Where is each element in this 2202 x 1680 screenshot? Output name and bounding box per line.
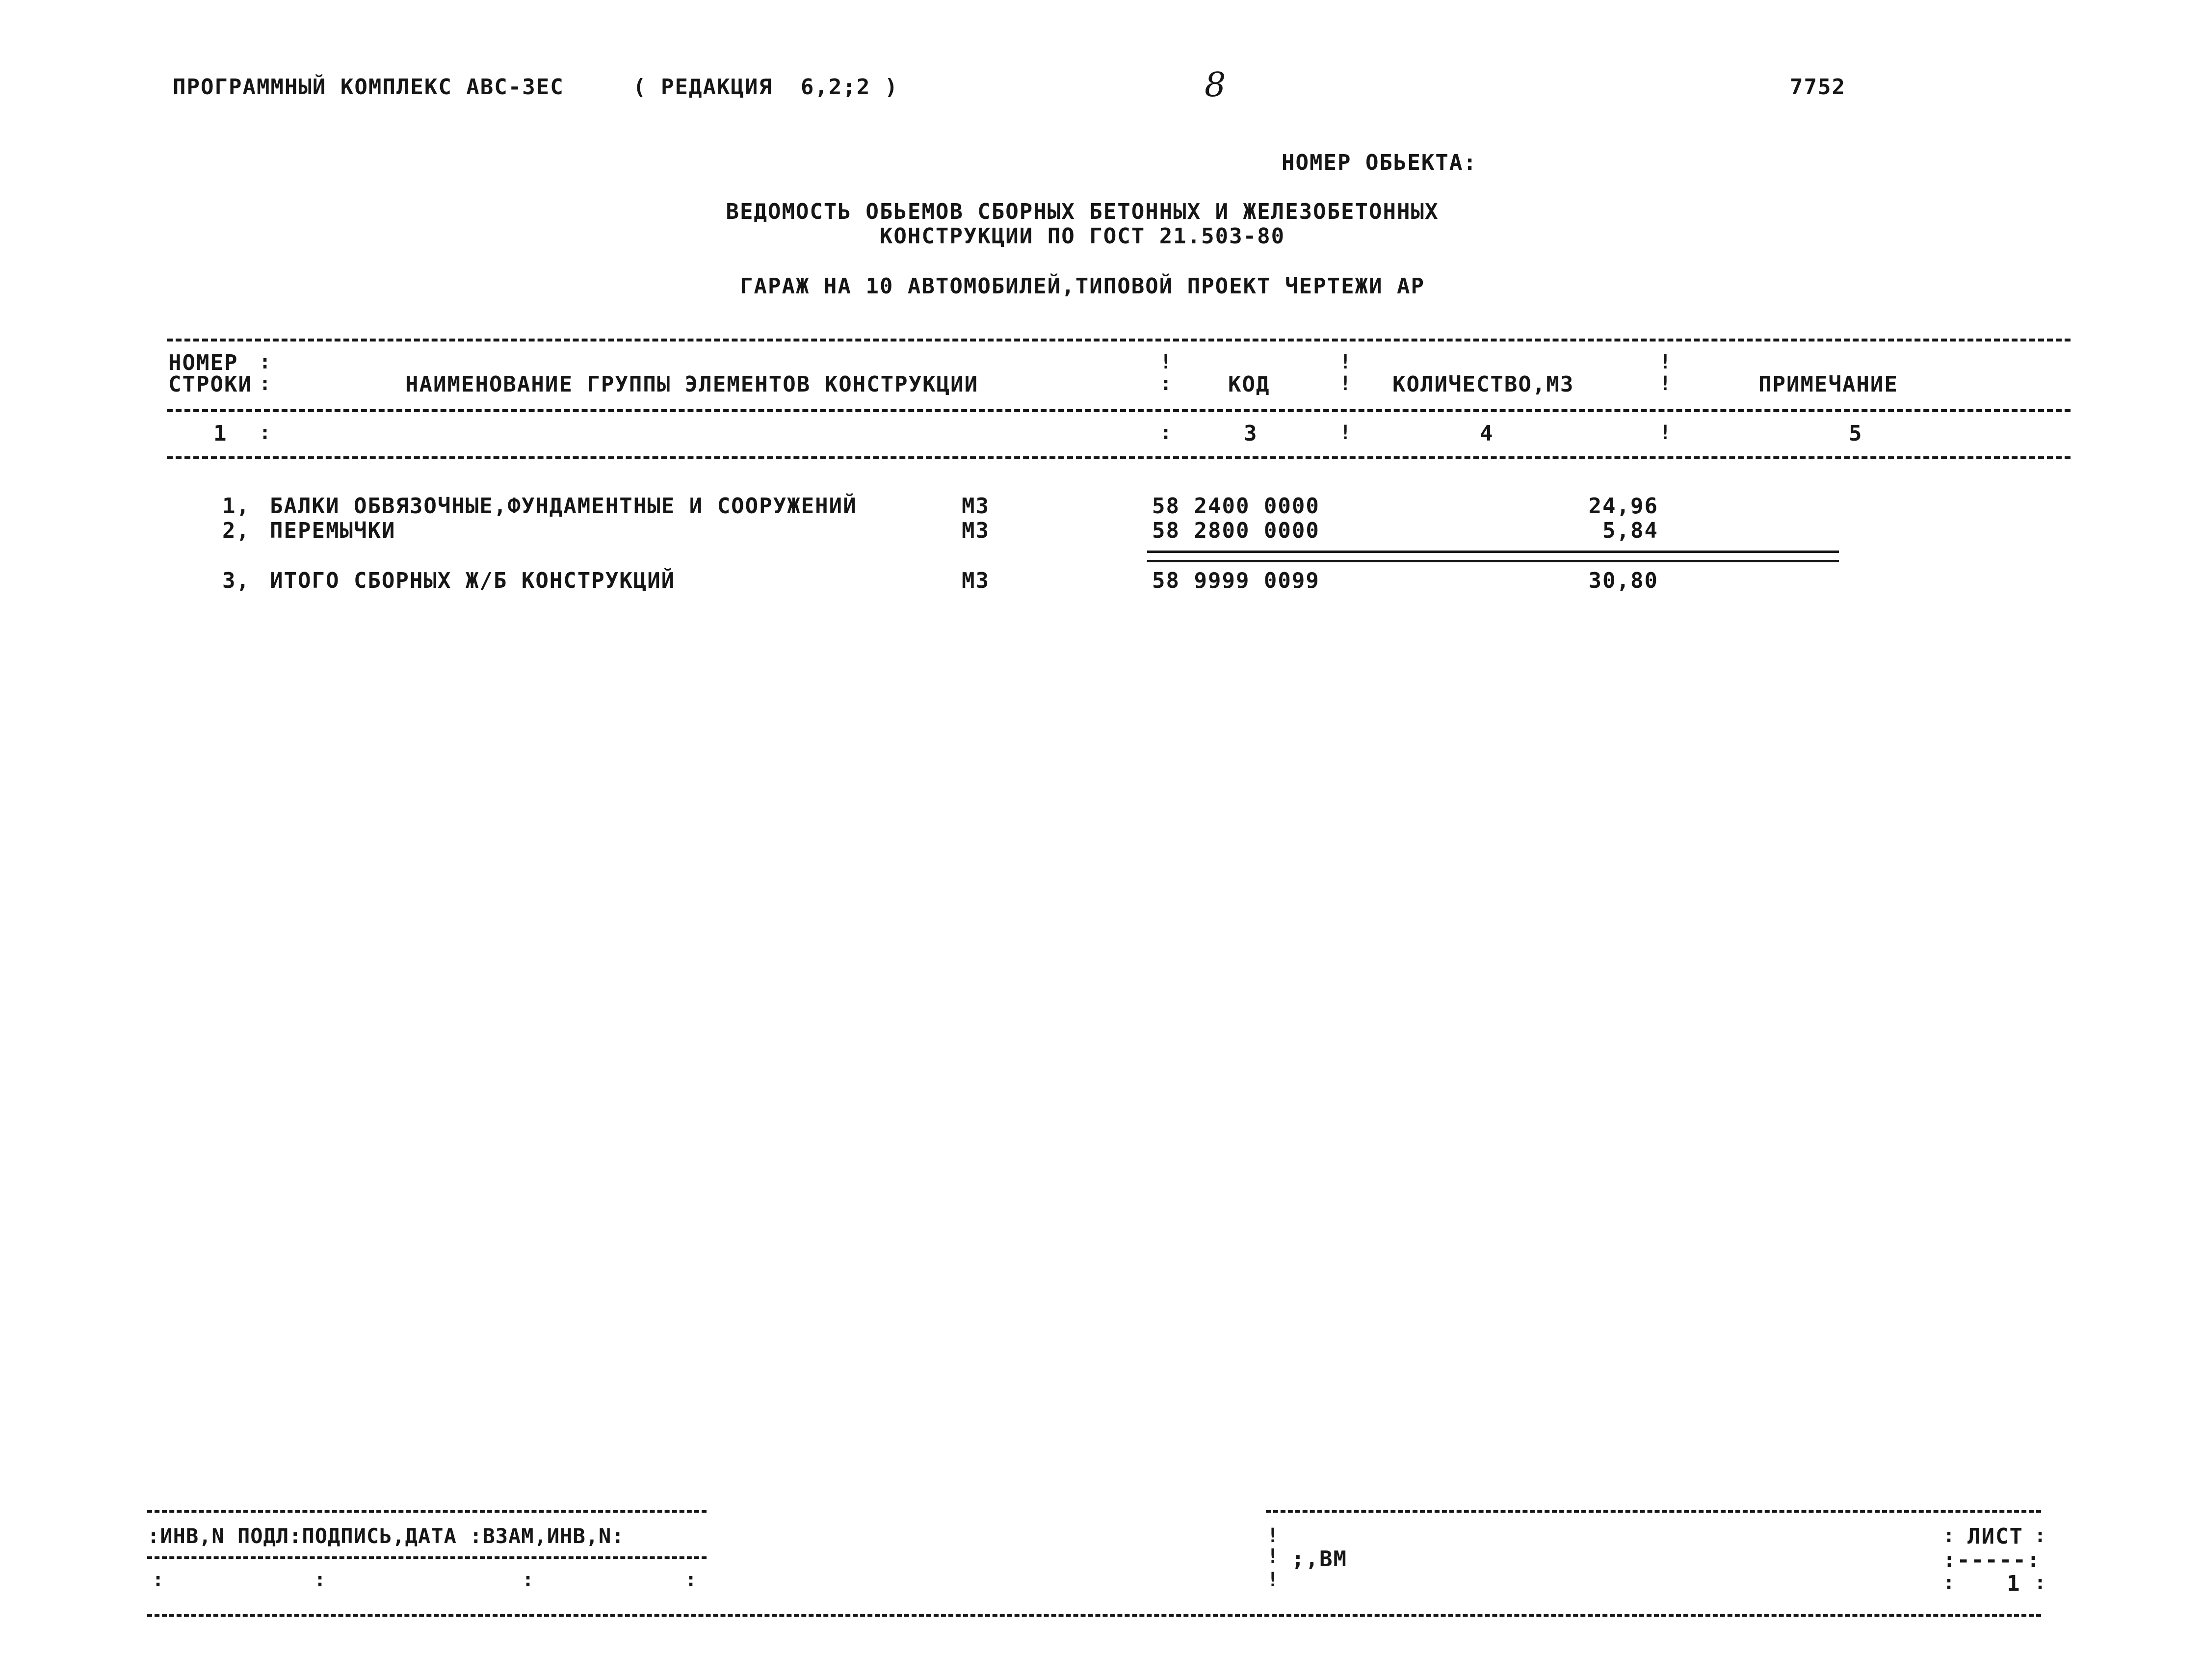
column-separator: !	[1267, 1545, 1280, 1568]
row-code: 58 2400 0000	[1152, 494, 1320, 519]
column-number: 5	[1849, 421, 1863, 446]
header-name: НАИМЕНОВАНИЕ ГРУППЫ ЭЛЕМЕНТОВ КОНСТРУКЦИИ	[405, 372, 979, 397]
column-separator: :	[1943, 1572, 1956, 1594]
row-code: 58 2800 0000	[1152, 518, 1320, 543]
row-number: 1,	[222, 494, 250, 519]
column-separator: !	[1659, 372, 1673, 395]
column-separator: :	[685, 1569, 698, 1591]
column-separator: !	[1160, 351, 1173, 373]
row-number: 3,	[222, 568, 250, 593]
sheet-number: 1	[2007, 1571, 2021, 1596]
row-unit: М3	[962, 518, 990, 543]
header-note: ПРИМЕЧАНИЕ	[1758, 372, 1898, 397]
stamp-middle-text: ;,ВМ	[1291, 1547, 1347, 1572]
sheet-label: ЛИСТ	[1967, 1524, 2023, 1549]
column-separator: !	[1339, 421, 1353, 444]
document-code: 7752	[1790, 75, 1846, 100]
column-separator: !	[1659, 351, 1673, 373]
program-edition: ( РЕДАКЦИЯ 6,2;2 )	[633, 75, 899, 100]
header-row-number-line1: НОМЕР	[168, 350, 238, 375]
stamp-left-header: :ИНВ,N ПОДЛ:ПОДПИСЬ,ДАТА :ВЗАМ,ИНВ,N:	[147, 1524, 625, 1548]
row-name: БАЛКИ ОБВЯЗОЧНЫЕ,ФУНДАМЕНТНЫЕ И СООРУЖЕНИЙ	[270, 494, 857, 519]
header-divider-rule	[167, 409, 2071, 412]
row-quantity: 24,96	[1588, 494, 1658, 519]
handwritten-page-mark: 8	[1205, 66, 1227, 105]
row-name: ПЕРЕМЫЧКИ	[270, 518, 396, 543]
row-name: ИТОГО СБОРНЫХ Ж/Б КОНСТРУКЦИЙ	[270, 568, 676, 593]
stamp-right-top-rule	[1266, 1510, 2041, 1513]
header-quantity: КОЛИЧЕСТВО,М3	[1392, 372, 1574, 397]
document-title-line1: ВЕДОМОСТЬ ОБЬЕМОВ СБОРНЫХ БЕТОННЫХ И ЖЕЛЕЗОБЕТОННЫХ	[726, 199, 1439, 224]
row-code: 58 9999 0099	[1152, 568, 1320, 593]
column-separator: :	[2034, 1524, 2047, 1547]
column-separator: !	[1339, 351, 1353, 373]
total-separator-rule	[1147, 551, 1839, 562]
document-subtitle: ГАРАЖ НА 10 АВТОМОБИЛЕЙ,ТИПОВОЙ ПРОЕКТ ЧЕРТЕЖИ АР	[739, 274, 1425, 299]
sheet-divider: :-----:	[1943, 1548, 2041, 1573]
column-separator: :	[152, 1569, 165, 1591]
column-separator: !	[1659, 421, 1673, 444]
header-row-number-line2: СТРОКИ	[168, 372, 252, 397]
program-name: ПРОГРАММНЫЙ КОМПЛЕКС АВС-ЗЕС	[173, 75, 564, 100]
stamp-left-mid-rule	[147, 1556, 707, 1559]
object-number-label: НОМЕР ОБЬЕКТА:	[1282, 150, 1477, 175]
column-numbers-rule	[167, 456, 2071, 459]
column-separator: !	[1339, 372, 1353, 395]
column-separator: :	[1160, 421, 1173, 444]
column-number: 1	[213, 421, 228, 446]
stamp-left-top-rule	[147, 1510, 707, 1513]
column-separator: :	[522, 1569, 535, 1591]
table-top-rule	[167, 339, 2071, 341]
column-separator: :	[259, 421, 272, 444]
column-separator: :	[1160, 372, 1173, 395]
column-separator: :	[314, 1569, 327, 1591]
column-separator: !	[1267, 1524, 1280, 1547]
column-separator: :	[259, 351, 272, 373]
column-separator: :	[1943, 1524, 1956, 1547]
column-separator: :	[2034, 1572, 2047, 1594]
document-title-line2: КОНСТРУКЦИИ ПО ГОСТ 21.503-80	[879, 224, 1285, 249]
stamp-bottom-rule	[147, 1614, 2041, 1617]
column-separator: !	[1267, 1569, 1280, 1591]
row-unit: М3	[962, 568, 990, 593]
header-code: КОД	[1228, 372, 1270, 397]
column-number: 4	[1480, 421, 1494, 446]
row-unit: М3	[962, 494, 990, 519]
row-quantity: 30,80	[1588, 568, 1658, 593]
row-quantity: 5,84	[1602, 518, 1658, 543]
row-number: 2,	[222, 518, 250, 543]
column-number: 3	[1244, 421, 1258, 446]
column-separator: :	[259, 372, 272, 395]
